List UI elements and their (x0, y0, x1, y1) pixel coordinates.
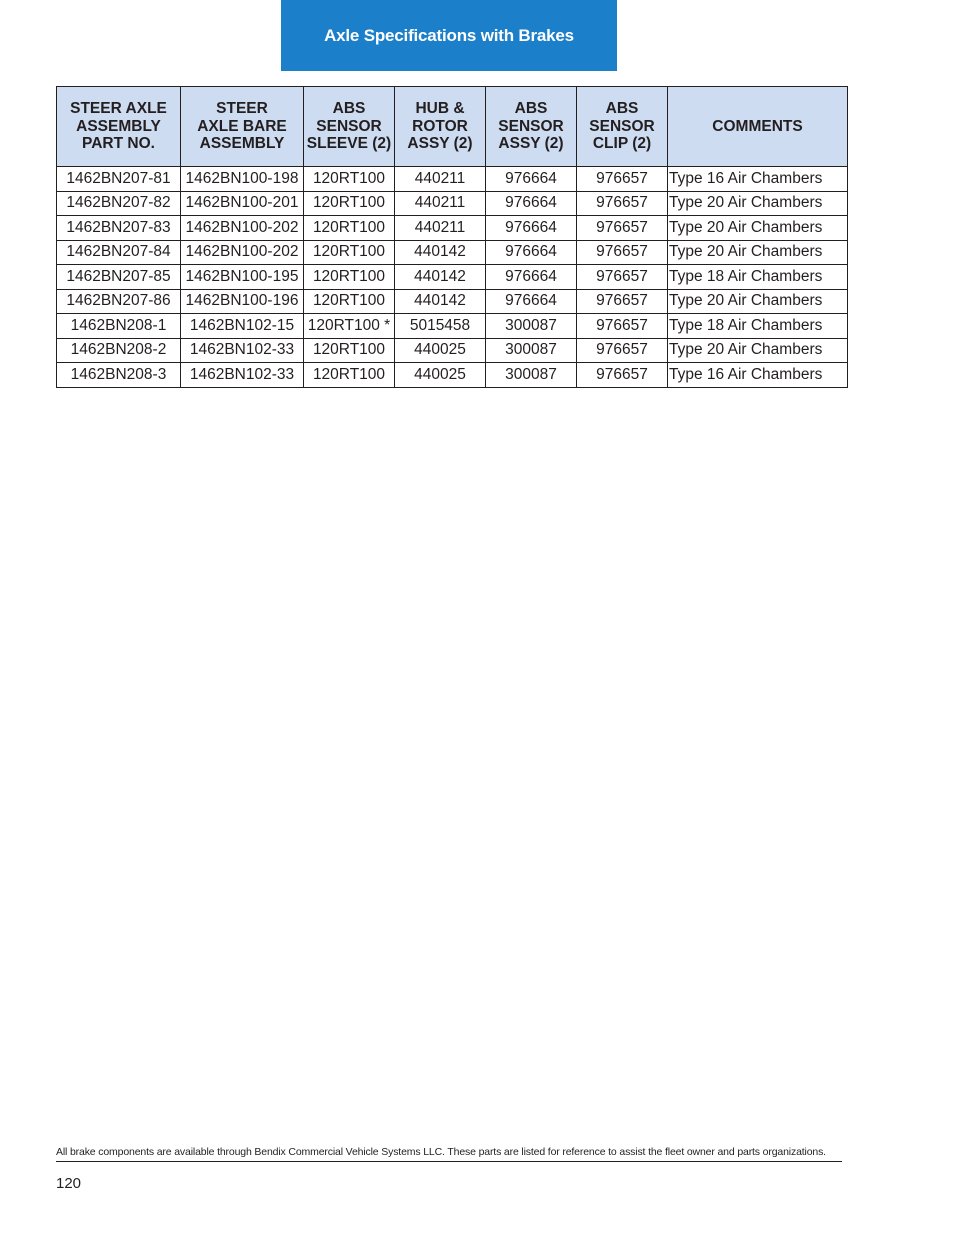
cell-comments: Type 20 Air Chambers (668, 289, 848, 314)
cell-sensor-sleeve: 120RT100 (304, 265, 395, 290)
cell-part-no: 1462BN207-84 (57, 240, 181, 265)
column-header-steer-axle-bare-assembly: STEER AXLE BARE ASSEMBLY (181, 87, 304, 167)
cell-hub-rotor: 440211 (395, 216, 486, 241)
column-header-abs-sensor-sleeve: ABS SENSOR SLEEVE (2) (304, 87, 395, 167)
cell-sensor-assy: 976664 (486, 265, 577, 290)
table-row (57, 314, 848, 339)
cell-sensor-assy: 976664 (486, 216, 577, 241)
cell-sensor-clip: 976657 (577, 191, 668, 216)
cell-part-no: 1462BN207-81 (57, 167, 181, 192)
cell-comments: Type 16 Air Chambers (668, 167, 848, 192)
column-header-comments: COMMENTS (668, 87, 848, 167)
page-number: 120 (56, 1175, 82, 1192)
cell-sensor-assy: 976664 (486, 289, 577, 314)
cell-sensor-assy: 976664 (486, 240, 577, 265)
column-header-abs-sensor-clip: ABS SENSOR CLIP (2) (577, 87, 668, 167)
cell-comments: Type 18 Air Chambers (668, 314, 848, 339)
column-header-steer-axle-assembly-part-no: STEER AXLE ASSEMBLY PART NO. (57, 87, 181, 167)
table-row (57, 216, 848, 241)
cell-sensor-sleeve: 120RT100 (304, 240, 395, 265)
cell-hub-rotor: 440025 (395, 363, 486, 388)
cell-bare-assembly: 1462BN100-202 (181, 240, 304, 265)
cell-comments: Type 16 Air Chambers (668, 363, 848, 388)
cell-sensor-sleeve: 120RT100 (304, 338, 395, 363)
page-title: Axle Specifications with Brakes (324, 25, 574, 45)
cell-hub-rotor: 5015458 (395, 314, 486, 339)
cell-bare-assembly: 1462BN102-15 (181, 314, 304, 339)
cell-sensor-clip: 976657 (577, 167, 668, 192)
cell-sensor-assy: 300087 (486, 338, 577, 363)
cell-comments: Type 18 Air Chambers (668, 265, 848, 290)
cell-sensor-assy: 976664 (486, 191, 577, 216)
table-row (57, 363, 848, 388)
cell-part-no: 1462BN208-2 (57, 338, 181, 363)
cell-hub-rotor: 440142 (395, 240, 486, 265)
column-header-hub-rotor-assy: HUB & ROTOR ASSY (2) (395, 87, 486, 167)
table-header-row (57, 87, 848, 167)
cell-sensor-sleeve: 120RT100 * (304, 314, 395, 339)
cell-sensor-sleeve: 120RT100 (304, 191, 395, 216)
cell-sensor-clip: 976657 (577, 216, 668, 241)
cell-sensor-sleeve: 120RT100 (304, 363, 395, 388)
cell-bare-assembly: 1462BN100-202 (181, 216, 304, 241)
cell-comments: Type 20 Air Chambers (668, 191, 848, 216)
cell-sensor-clip: 976657 (577, 240, 668, 265)
cell-part-no: 1462BN207-83 (57, 216, 181, 241)
cell-hub-rotor: 440142 (395, 289, 486, 314)
cell-sensor-sleeve: 120RT100 (304, 289, 395, 314)
cell-sensor-clip: 976657 (577, 289, 668, 314)
cell-sensor-clip: 976657 (577, 338, 668, 363)
cell-bare-assembly: 1462BN100-196 (181, 289, 304, 314)
table-row (57, 240, 848, 265)
cell-part-no: 1462BN207-82 (57, 191, 181, 216)
cell-bare-assembly: 1462BN100-201 (181, 191, 304, 216)
cell-part-no: 1462BN207-86 (57, 289, 181, 314)
cell-sensor-sleeve: 120RT100 (304, 216, 395, 241)
cell-part-no: 1462BN208-3 (57, 363, 181, 388)
axle-specifications-table (56, 86, 848, 388)
page-title-banner (281, 0, 617, 71)
cell-comments: Type 20 Air Chambers (668, 240, 848, 265)
cell-sensor-clip: 976657 (577, 363, 668, 388)
cell-bare-assembly: 1462BN100-195 (181, 265, 304, 290)
cell-hub-rotor: 440025 (395, 338, 486, 363)
cell-sensor-assy: 300087 (486, 363, 577, 388)
footnote: All brake components are available through Bendix Commercial Vehicle Systems LLC. These parts are listed for reference to assist the fleet owner and parts organizations. (56, 1146, 842, 1162)
column-header-abs-sensor-assy: ABS SENSOR ASSY (2) (486, 87, 577, 167)
cell-hub-rotor: 440211 (395, 191, 486, 216)
cell-sensor-clip: 976657 (577, 314, 668, 339)
cell-sensor-clip: 976657 (577, 265, 668, 290)
cell-part-no: 1462BN207-85 (57, 265, 181, 290)
table-row (57, 167, 848, 192)
cell-bare-assembly: 1462BN102-33 (181, 338, 304, 363)
cell-sensor-assy: 976664 (486, 167, 577, 192)
cell-comments: Type 20 Air Chambers (668, 216, 848, 241)
cell-sensor-assy: 300087 (486, 314, 577, 339)
cell-bare-assembly: 1462BN102-33 (181, 363, 304, 388)
table-row (57, 191, 848, 216)
cell-bare-assembly: 1462BN100-198 (181, 167, 304, 192)
cell-part-no: 1462BN208-1 (57, 314, 181, 339)
cell-comments: Type 20 Air Chambers (668, 338, 848, 363)
table-row (57, 338, 848, 363)
table-row (57, 289, 848, 314)
cell-sensor-sleeve: 120RT100 (304, 167, 395, 192)
table-row (57, 265, 848, 290)
cell-hub-rotor: 440211 (395, 167, 486, 192)
cell-hub-rotor: 440142 (395, 265, 486, 290)
